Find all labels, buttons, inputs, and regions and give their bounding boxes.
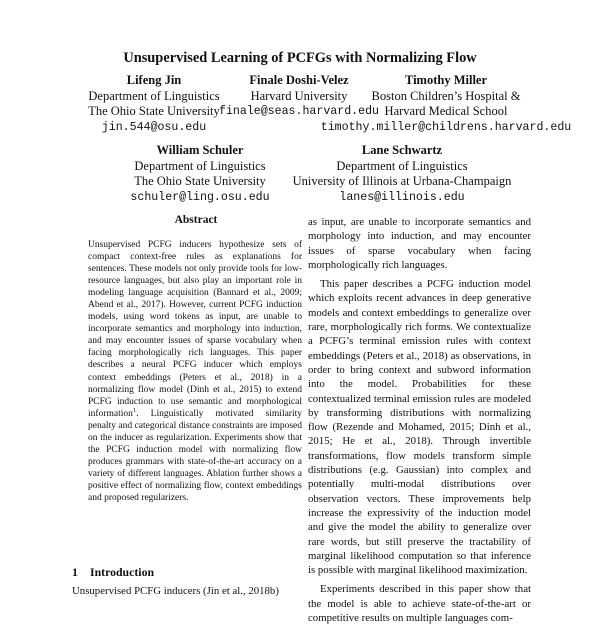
author-email: finale@seas.harvard.edu <box>218 105 380 119</box>
author-affiliation: The Ohio State University <box>88 104 220 119</box>
author-lane-schwartz <box>293 143 512 206</box>
section-heading-introduction <box>72 565 154 580</box>
abstract-paragraph <box>88 239 302 504</box>
author-email: jin.544@osu.edu <box>101 121 207 135</box>
author-email: lanes@illinois.edu <box>339 191 465 205</box>
author-email: schuler@ling.osu.edu <box>130 191 270 205</box>
author-affiliation: Boston Children’s Hospital & <box>371 88 521 103</box>
author-affiliation: Harvard University <box>250 88 348 103</box>
introduction-first-line: Unsupervised PCFG inducers (Jin et al., 2018b) <box>72 585 279 597</box>
body-paragraph: Experiments described in this paper show that the model is able to achieve state-of-the-art or competitive results on multiple languages com- <box>308 583 531 625</box>
author-timothy-miller <box>321 73 571 136</box>
body-paragraph: This paper describes a PCFG induction model which exploits recent advances in deep generative models and context embeddings to generalize over rare, morphologically rich forms. We contextualize a PCFG’s terminal emission rules with context embeddings (Peters et al., 2018) as observations, in order to bring context and subword information into the model. Probabilities for these contextualized terminal emission rules are modeled by transforming distributions with normalizing flow (Rezende and Mohamed, 2015; Dinh et al., 2015; He et al., 2018). Through invertible transformations, flow models transform simple distributions (e.g. Gaussian) into complex and potentially multi-modal distributions over observation vectors. These improvements help increase the expressivity of the induction model and give the model the ability to generalize over rare words, but still preserve the tractability of marginal likelihood computation so that inference is possible with marginal likelihood maximization. <box>308 278 531 577</box>
footnote-mark: 1 <box>132 406 137 414</box>
author-name: William Schuler <box>156 143 244 157</box>
paper-title: Unsupervised Learning of PCFGs with Normalizing Flow <box>123 50 477 66</box>
author-william-schuler <box>130 143 269 206</box>
abstract-text: . Linguistically motivated similarity penalty and categorical distance constraints are imposed on the inducer as regularization. Experiments show that the PCFG induction model with normalizing flow produces grammars with state-of-the-art accuracy on a variety of different languages. Ablation further shows a positive effect of normalizing flow, context embeddings and proposed regularizers. <box>88 408 302 503</box>
author-affiliation: The Ohio State University <box>134 174 266 189</box>
section-title: Introduction <box>90 565 155 579</box>
abstract-heading: Abstract <box>174 214 218 226</box>
right-column-body <box>308 215 531 625</box>
abstract-body <box>88 239 302 504</box>
author-lifeng-jin <box>88 73 220 136</box>
author-affiliation: Department of Linguistics <box>134 158 266 173</box>
author-affiliation: Harvard Medical School <box>384 104 508 119</box>
author-affiliation: University of Illinois at Urbana-Champaign <box>292 174 512 189</box>
author-name: Lifeng Jin <box>126 73 182 87</box>
author-name: Lane Schwartz <box>361 143 443 157</box>
body-paragraph: as input, are unable to incorporate semantics and morphology into induction, and may encounter issues of sparse vocabulary when facing morphologically rich languages. <box>308 216 531 271</box>
abstract-text: Unsupervised PCFG inducers hypothesize sets of compact context-free rules as explanations for sentences. These models not only provide tools for low-resource languages, but also play an important role in modeling language acquisition (Bannard et al., 2009; Abend et al., 2017). However, current PCFG induction models, using word tokens as input, are unable to incorporate semantics and morphology into induction, and may encounter issues of sparse vocabulary when facing morphologically rich languages. This paper describes a neural PCFG inducer which employs context embeddings (Peters et al., 2018) in a normalizing flow model (Dinh et al., 2015) to extend PCFG induction to use semantic and morphological information <box>88 240 302 419</box>
author-affiliation: Department of Linguistics <box>336 158 468 173</box>
author-email: timothy.miller@childrens.harvard.edu <box>320 121 572 135</box>
section-number: 1 <box>72 565 78 579</box>
author-name: Timothy Miller <box>404 73 488 87</box>
author-name: Finale Doshi-Velez <box>249 73 349 87</box>
author-affiliation: Department of Linguistics <box>88 88 220 103</box>
